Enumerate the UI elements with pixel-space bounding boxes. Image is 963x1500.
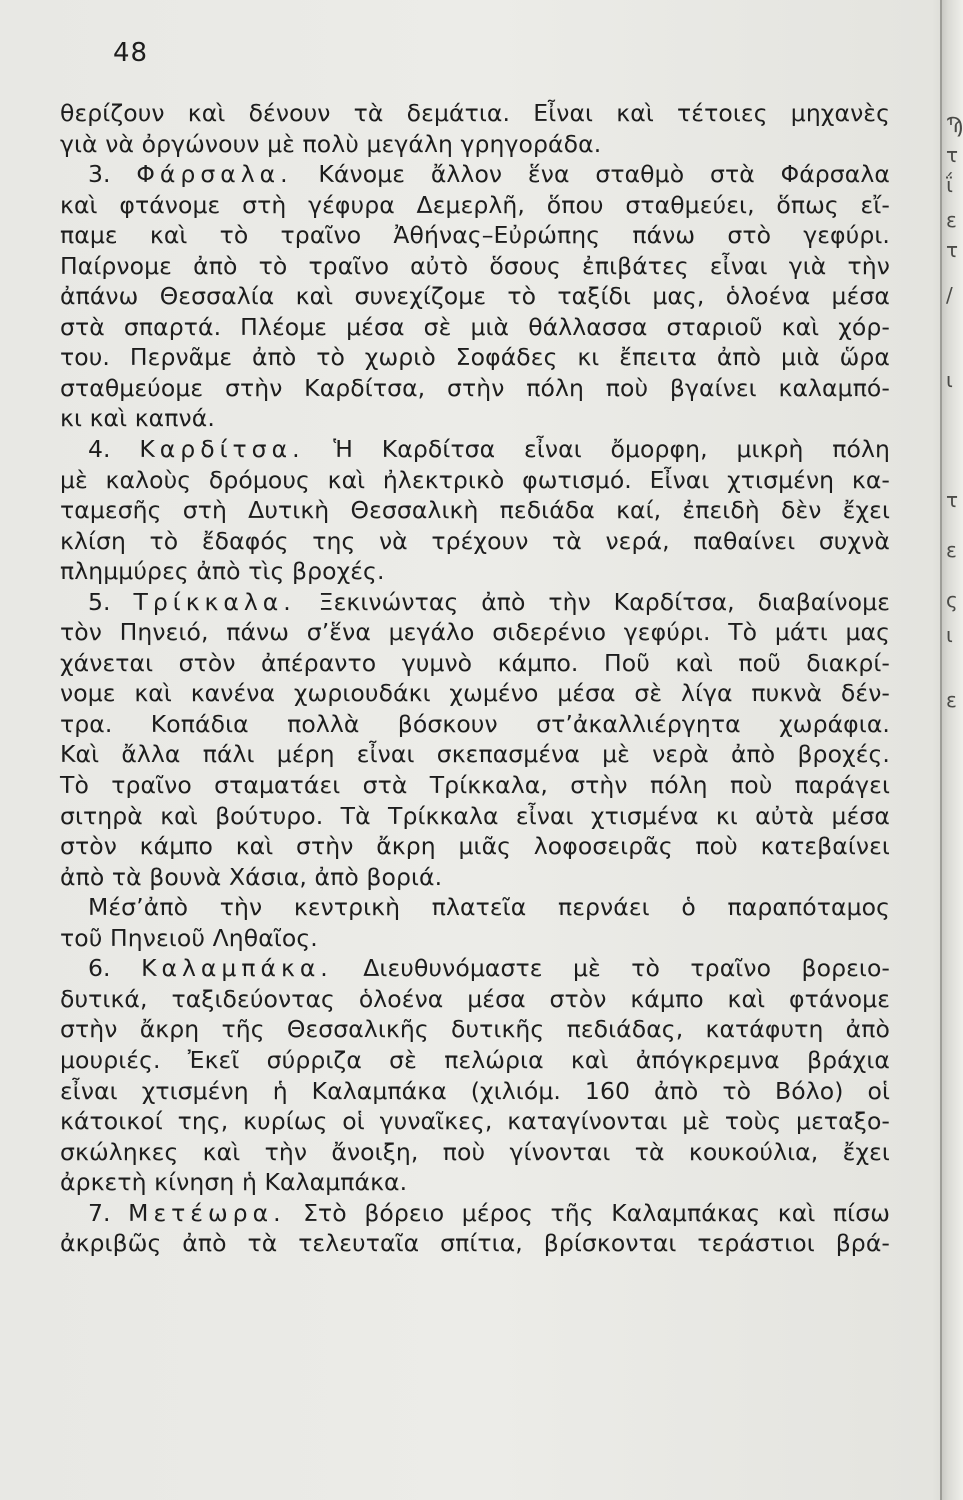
text-line bbox=[60, 892, 890, 923]
section-heading: Καρδίτσα. bbox=[139, 435, 305, 464]
text-line bbox=[60, 556, 890, 587]
line-text: Ξεκινώντας ἀπὸ τὴν Καρδίτσα, διαβαίνομε bbox=[295, 587, 890, 616]
line-text: Διευθυνόμαστε μὲ τὸ τραῖνο βορειο- bbox=[332, 954, 890, 983]
margin-glyph: τ bbox=[946, 143, 959, 167]
line-text: Παίρνομε ἀπὸ τὸ τραῖνο αὐτὸ ὅσους ἐπιβάτες εἶναι γιὰ τὴν bbox=[60, 251, 890, 280]
line-text: χάνεται στὸν ἀπέραντο γυμνὸ κάμπο. Ποῦ καὶ ποῦ διακρί- bbox=[60, 648, 890, 677]
text-line bbox=[60, 678, 890, 709]
line-text: Καὶ ἄλλα πάλι μέρη εἶναι σκεπασμένα μὲ νερὰ ἀπὸ βροχές. bbox=[60, 740, 890, 769]
line-text: Κάνομε ἄλλον ἕνα σταθμὸ στὰ Φάρσαλα bbox=[292, 160, 890, 189]
margin-glyph: ς bbox=[946, 588, 958, 612]
text-line bbox=[60, 220, 890, 251]
page-number: 48 bbox=[113, 38, 149, 68]
text-line bbox=[60, 434, 890, 465]
line-text: σταθμεύομε στὴν Καρδίτσα, στὴν πόλη ποὺ βγαίνει καλαμπό- bbox=[60, 373, 890, 402]
text-line bbox=[60, 526, 890, 557]
text-line bbox=[60, 953, 890, 984]
text-line bbox=[60, 648, 890, 679]
section-number: 3. bbox=[88, 160, 111, 189]
text-line bbox=[60, 617, 890, 648]
text-line bbox=[60, 312, 890, 343]
line-text: θερίζουν καὶ δένουν τὰ δεμάτια. Εἶναι καὶ τέτοιες μηχανὲς bbox=[60, 99, 890, 127]
line-text: κλίση τὸ ἔδαφός της νὰ τρέχουν τὰ νερά, παθαίνει συχνὰ bbox=[60, 526, 890, 555]
line-text: ἀπὸ τὰ βουνὰ Χάσια, ἀπὸ βοριά. bbox=[60, 862, 443, 891]
section-heading: Τρίκκαλα. bbox=[133, 587, 296, 616]
text-line bbox=[60, 1106, 890, 1137]
text-line bbox=[60, 923, 890, 954]
line-text: μουριές. Ἐκεῖ σύρριζα σὲ πελώρια καὶ ἀπόγκρεμνα βράχια bbox=[60, 1045, 890, 1074]
line-text: πλημμύρες ἀπὸ τὶς βροχές. bbox=[60, 557, 385, 586]
text-line bbox=[60, 1198, 890, 1229]
margin-glyph: ε bbox=[946, 208, 957, 232]
margin-glyph: τ bbox=[946, 488, 959, 512]
text-line bbox=[60, 862, 890, 893]
line-text: στὴν ἄκρη τῆς Θεσσαλικῆς δυτικῆς πεδιάδας, κατάφυτη ἀπὸ bbox=[60, 1015, 890, 1044]
line-text: εἶναι χτισμένη ἡ Καλαμπάκα (χιλιόμ. 160 ἀπὸ τὸ Βόλο) οἱ bbox=[60, 1076, 890, 1105]
text-line bbox=[60, 190, 890, 221]
line-text: σκώληκες καὶ τὴν ἄνοιξη, ποὺ γίνονται τὰ κουκούλια, ἔχει bbox=[60, 1137, 890, 1166]
section-heading: Φάρσαλα. bbox=[136, 160, 293, 189]
text-line bbox=[60, 373, 890, 404]
section-number: 5. bbox=[88, 587, 111, 616]
text-line bbox=[60, 1228, 890, 1259]
line-text: στὰ σπαρτά. Πλέομε μέσα σὲ μιὰ θάλλασσα σταριοῦ καὶ χόρ- bbox=[60, 312, 890, 341]
text-line bbox=[60, 709, 890, 740]
line-text: ἀρκετὴ κίνηση ἡ Καλαμπάκα. bbox=[60, 1168, 408, 1197]
line-text: γιὰ νὰ ὀργώνουν μὲ πολὺ μεγάλη γρηγοράδα. bbox=[60, 129, 602, 158]
line-text: Ἡ Καρδίτσα εἶναι ὄμορφη, μικρὴ πόλη bbox=[304, 435, 890, 464]
line-text: Στὸ βόρειο μέρος τῆς Καλαμπάκας καὶ πίσω bbox=[285, 1198, 890, 1227]
body-text bbox=[60, 98, 890, 1259]
text-line bbox=[60, 801, 890, 832]
text-line bbox=[60, 495, 890, 526]
line-text: νομε καὶ κανένα χωριουδάκι χωμένο μέσα σὲ λίγα πυκνὰ δέν- bbox=[60, 679, 890, 708]
text-line bbox=[60, 831, 890, 862]
margin-glyph: Ϡ bbox=[946, 113, 963, 137]
line-text: παμε καὶ τὸ τραῖνο Ἀθήνας–Εὐρώπης πάνω στὸ γεφύρι. bbox=[60, 221, 890, 250]
section-number: 4. bbox=[88, 435, 111, 464]
line-text: μὲ καλοὺς δρόμους καὶ ἠλεκτρικὸ φωτισμό. Εἶναι χτισμένη κα- bbox=[60, 465, 890, 494]
text-line bbox=[60, 465, 890, 496]
line-text: δυτικά, ταξιδεύοντας ὁλοένα μέσα στὸν κάμπο καὶ φτάνομε bbox=[60, 984, 890, 1013]
margin-glyph: ι bbox=[946, 623, 953, 647]
text-line bbox=[60, 403, 890, 434]
line-text: του. Περνᾶμε ἀπὸ τὸ χωριὸ Σοφάδες κι ἔπειτα ἀπὸ μιὰ ὥρα bbox=[60, 343, 890, 372]
margin-glyph: / bbox=[946, 283, 953, 307]
section-number: 6. bbox=[88, 954, 111, 983]
line-text: Μέσ’ἀπὸ τὴν κεντρικὴ πλατεῖα περνάει ὁ παραπόταμος bbox=[88, 893, 890, 922]
section-number: 7. bbox=[88, 1198, 111, 1227]
text-line bbox=[60, 1167, 890, 1198]
page-edge-gutter bbox=[940, 0, 963, 1500]
line-text: τρα. Κοπάδια πολλὰ βόσκουν στ’ἀκαλλιέργητα χωράφια. bbox=[60, 709, 890, 738]
text-line bbox=[60, 1076, 890, 1107]
line-text: Τὸ τραῖνο σταματάει στὰ Τρίκκαλα, στὴν πόλη ποὺ παράγει bbox=[60, 771, 890, 800]
text-line bbox=[60, 342, 890, 373]
margin-glyph: ε bbox=[946, 688, 957, 712]
text-line bbox=[60, 739, 890, 770]
margin-glyph: ε bbox=[946, 538, 957, 562]
text-line bbox=[60, 587, 890, 618]
text-line bbox=[60, 129, 890, 160]
text-line bbox=[60, 984, 890, 1015]
section-heading: Μετέωρα. bbox=[128, 1198, 286, 1227]
text-line bbox=[60, 251, 890, 282]
line-text: καὶ φτάνομε στὴ γέφυρα Δεμερλῆ, ὅπου σταθμεύει, ὅπως εἴ- bbox=[60, 190, 890, 219]
section-heading: Καλαμπάκα. bbox=[141, 954, 333, 983]
line-text: ἀπάνω Θεσσαλία καὶ συνεχίζομε τὸ ταξίδι μας, ὁλοένα μέσα bbox=[60, 282, 890, 311]
margin-glyph: τ bbox=[946, 238, 959, 262]
line-text: στὸν κάμπο καὶ στὴν ἄκρη μιᾶς λοφοσειρᾶς ποὺ κατεβαίνει bbox=[60, 832, 890, 861]
text-line bbox=[60, 1137, 890, 1168]
text-line bbox=[60, 98, 890, 129]
text-line bbox=[60, 159, 890, 190]
line-text: τὸν Πηνειό, πάνω σ’ἕνα μεγάλο σιδερένιο γεφύρι. Τὸ μάτι μας bbox=[60, 618, 890, 647]
line-text: σιτηρὰ καὶ βούτυρο. Τὰ Τρίκκαλα εἶναι χτισμένα κι αὐτὰ μέσα bbox=[60, 801, 890, 830]
line-text: τοῦ Πηνειοῦ Ληθαῖος. bbox=[60, 923, 318, 952]
line-text: κι καὶ καπνά. bbox=[60, 404, 215, 433]
margin-glyph: ΐ bbox=[946, 173, 953, 197]
text-line bbox=[60, 281, 890, 312]
line-text: κάτοικοί της, κυρίως οἱ γυναῖκες, καταγίνονται μὲ τοὺς μεταξο- bbox=[60, 1107, 890, 1136]
text-line bbox=[60, 770, 890, 801]
text-line bbox=[60, 1014, 890, 1045]
text-line bbox=[60, 1045, 890, 1076]
line-text: ταμεσῆς στὴ Δυτικὴ Θεσσαλικὴ πεδιάδα καί, ἐπειδὴ δὲν ἔχει bbox=[60, 496, 890, 525]
margin-glyph: ι bbox=[946, 368, 953, 392]
line-text: ἀκριβῶς ἀπὸ τὰ τελευταῖα σπίτια, βρίσκονται τεράστιοι βρά- bbox=[60, 1229, 890, 1258]
